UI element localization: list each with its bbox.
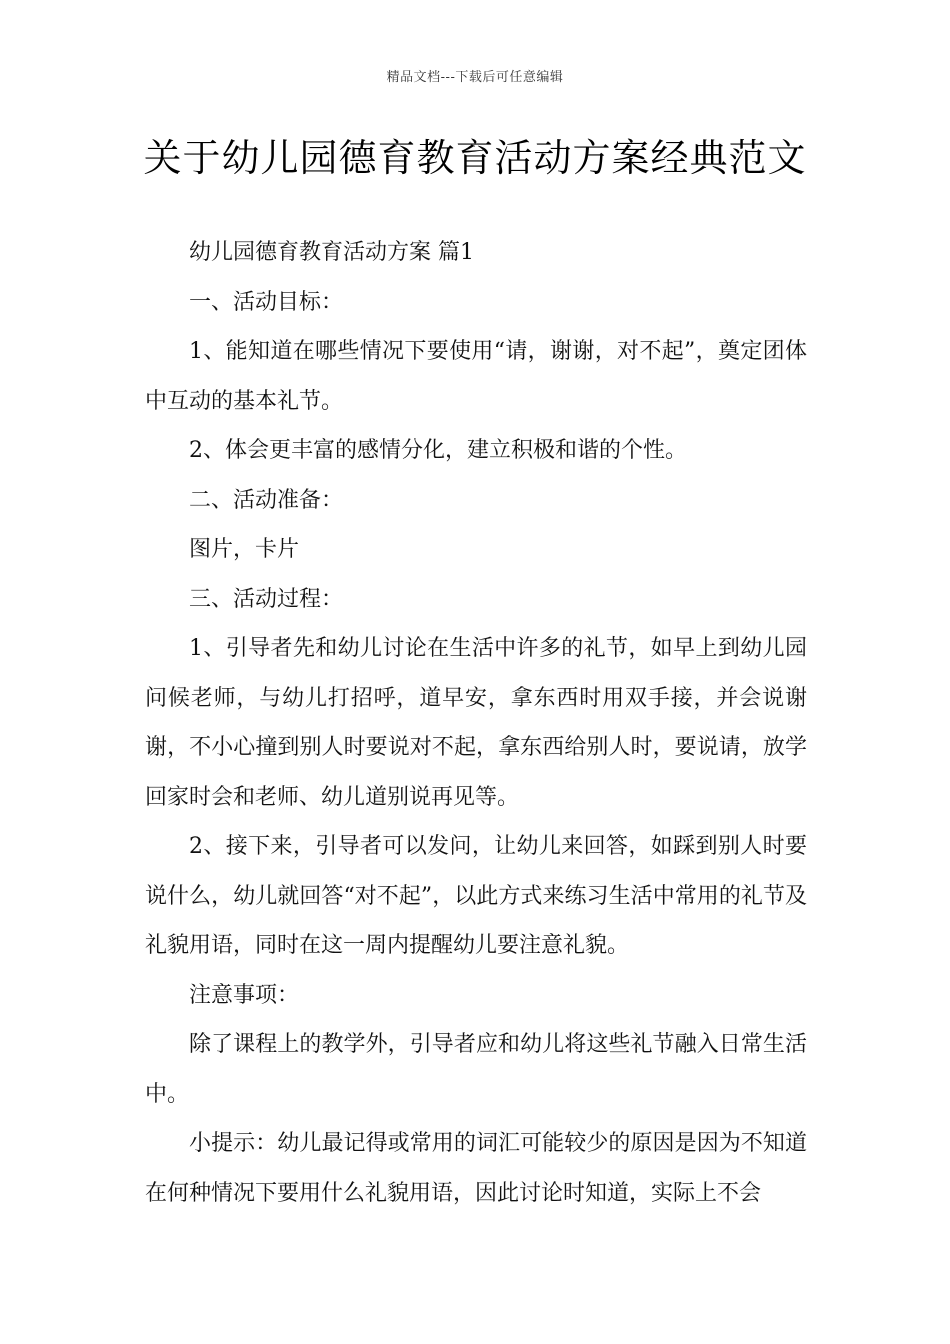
paragraph: 小提示：幼儿最记得或常用的词汇可能较少的原因是因为不知道在何种情况下要用什么礼貌用语，因此讨论时知道，实际上不会 [145,1131,807,1206]
document-title: 关于幼儿园德育教育活动方案经典范文 [143,136,807,180]
paragraph: 除了课程上的教学外，引导者应和幼儿将这些礼节融入日常生活中。 [145,1032,807,1107]
paragraph: 图片，卡片 [189,537,300,562]
section-heading: 幼儿园德育教育活动方案 篇1 [189,240,474,265]
subheading-process: 三、活动过程： [189,586,344,612]
paragraph: 1、引导者先和幼儿讨论在生活中许多的礼节，如早上到幼儿园问候老师，与幼儿打招呼，道早安，拿东西时用双手接，并会说谢谢，不小心撞到别人时要说对不起，拿东西给别人时，要说请，放学回家时会和老师、幼儿道别说再见等。 [145,636,807,810]
header-note: 精品文档---下载后可任意编辑 [386,70,564,85]
paragraph: 2、接下来，引导者可以发问，让幼儿来回答，如踩到别人时要说什么，幼儿就回答“对不起”，以此方式来练习生活中常用的礼节及礼貌用语，同时在这一周内提醒幼儿要注意礼貌。 [145,834,807,958]
subheading-goals: 一、活动目标： [189,289,344,315]
paragraph: 2、体会更丰富的感情分化，建立积极和谐的个性。 [189,438,687,463]
paragraph: 1、能知道在哪些情况下要使用“请，谢谢，对不起”，奠定团体中互动的基本礼节。 [145,339,807,414]
subheading-notes: 注意事项： [189,982,300,1008]
document-body [145,228,807,1218]
subheading-preparation: 二、活动准备： [189,487,344,513]
